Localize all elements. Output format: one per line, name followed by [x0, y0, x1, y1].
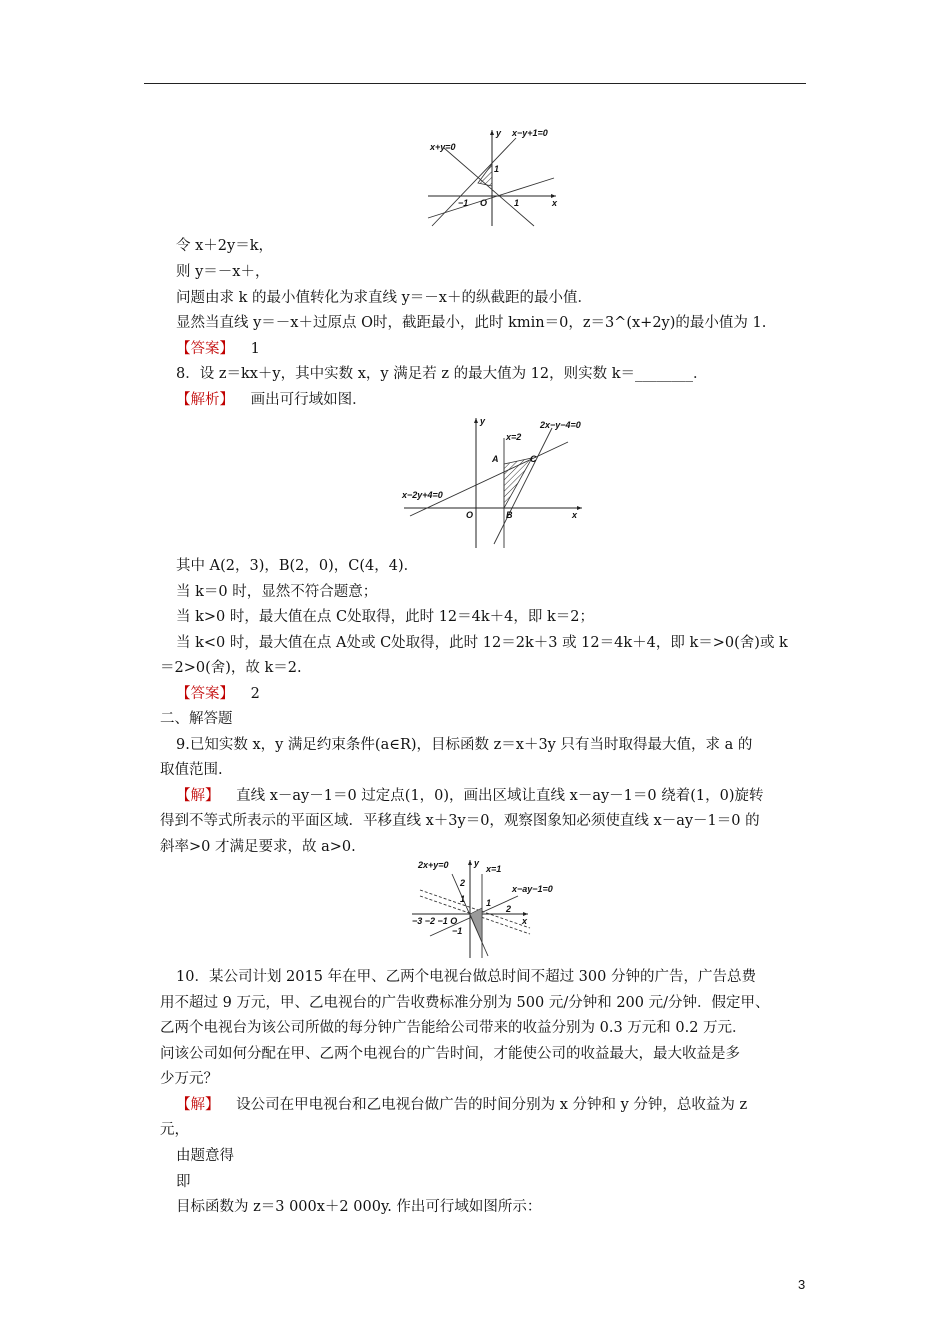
- line-x-plus-y: [444, 148, 534, 226]
- label-l3: x−ay−1=0: [512, 884, 553, 894]
- text-line: 当 k＝0 时，显然不符合题意；: [176, 584, 378, 600]
- analysis-tag: 【解析】: [176, 392, 234, 408]
- label-l3: x−2y+4=0: [402, 490, 443, 500]
- label-C: C: [530, 454, 537, 464]
- label-y-axis: y: [474, 858, 480, 868]
- figure-2-graph: [400, 414, 590, 550]
- solution-9-line: 得到不等式所表示的平面区域．平移直线 x＋3y＝0，观察图象知必须使直线 x－ay－1＝0 的: [160, 813, 760, 829]
- answer-tag: 【答案】: [176, 341, 234, 357]
- text-line: 目标函数为 z＝3 000x＋2 000y. 作出可行域如图所示：: [176, 1199, 542, 1215]
- solution-9-line: [176, 786, 764, 806]
- label-B: B: [506, 510, 513, 520]
- solution-9-line: 斜率>0 才满足要求，故 a>0.: [160, 839, 356, 855]
- section-heading: 二、解答题: [160, 711, 233, 727]
- label-neg-ticks: −3 −2 −1 O: [412, 916, 458, 926]
- solution-text: 设公司在甲电视台和乙电视台做广告的时间分别为 x 分钟和 y 分钟，总收益为 z: [236, 1097, 748, 1113]
- solution-10-line: [176, 1095, 747, 1115]
- question-10-line: 10．某公司计划 2015 年在甲、乙两个电视台做总时间不超过 300 分钟的广告，广告总费: [176, 969, 756, 985]
- label-line1: x+y=0: [430, 142, 456, 152]
- label-tick-1x: 1: [486, 898, 492, 908]
- text-line: 显然当直线 y＝－x＋过原点 O时，截距最小，此时 kmin＝0，z＝3^(x+2y)的最小值为 1.: [176, 315, 767, 331]
- header-rule: [144, 83, 806, 84]
- label-l2: x=2: [506, 432, 522, 442]
- analysis-8: [176, 390, 367, 410]
- label-l2: x=1: [486, 864, 502, 874]
- answer-2: [176, 684, 260, 704]
- label-O: O: [466, 510, 474, 520]
- solution-text: 直线 x－ay－1＝0 过定点(1，0)，画出区域让直线 x－ay－1＝0 绕着(1，0)旋转: [236, 788, 764, 804]
- question-9-line: 取值范围.: [160, 762, 223, 778]
- label-line2: x−y+1=0: [512, 128, 548, 138]
- label-tick-1y: 1: [460, 894, 466, 904]
- text-line: ＝2>0(舍)，故 k＝2.: [160, 660, 302, 676]
- analysis-text: 画出可行域如图．: [250, 392, 367, 408]
- feasible-region: [504, 458, 532, 508]
- question-10-line: 用不超过 9 万元，甲、乙电视台的广告收费标准分别为 500 元/分钟和 200 元/分钟．假定甲、: [160, 995, 770, 1011]
- solution-tag: 【解】: [176, 1097, 220, 1113]
- label-x-axis: x: [572, 510, 578, 520]
- label-l1: 2x−y−4=0: [540, 420, 581, 430]
- label-x-axis: x: [552, 198, 558, 208]
- label-tick-neg1: −1: [458, 198, 469, 208]
- figure-3-graph: [408, 856, 574, 960]
- answer-1: [176, 339, 260, 359]
- label-origin: O: [480, 198, 488, 208]
- label-x-axis: x: [522, 916, 528, 926]
- text-line: 则 y＝－x＋，: [176, 264, 270, 280]
- line-2x-y-4: [494, 428, 552, 544]
- answer-value: 1: [250, 341, 260, 357]
- label-tick-1x: 1: [514, 198, 520, 208]
- text-line: 当 k<0 时，最大值在点 A处或 C处取得，此时 12＝2k＋3 或 12＝4k＋4，即 k＝>0(舍)或 k: [176, 635, 788, 651]
- question-8: 8．设 z＝kx＋y，其中实数 x，y 满足若 z 的最大值为 12，则实数 k＝________．: [176, 366, 708, 382]
- label-l1: 2x+y=0: [418, 860, 449, 870]
- text-line: 令 x＋2y＝k，: [176, 238, 273, 254]
- line-x-2y-4: [410, 442, 568, 516]
- solution-tag: 【解】: [176, 788, 220, 804]
- figure-1-graph: [424, 126, 564, 228]
- question-10-line: 乙两个电视台为该公司所做的每分钟广告能给公司带来的收益分别为 0.3 万元和 0.2 万元．: [160, 1020, 747, 1036]
- text-line: 问题由求 k 的最小值转化为求直线 y＝－x＋的纵截距的最小值．: [176, 290, 592, 306]
- text-line: 即: [176, 1174, 191, 1190]
- text-line: 其中 A(2，3)，B(2，0)，C(4，4)．: [176, 558, 419, 574]
- feasible-region: [470, 908, 482, 942]
- label-y-axis: y: [496, 128, 502, 138]
- label-y-axis: y: [480, 416, 486, 426]
- label-tick-1y: 1: [494, 164, 500, 174]
- text-line: 由题意得: [176, 1148, 234, 1164]
- label-tick-2x: 2: [506, 904, 512, 914]
- answer-value: 2: [250, 686, 260, 702]
- question-10-line: 问该公司如何分配在甲、乙两个电视台的广告时间，才能使公司的收益最大，最大收益是多: [160, 1046, 740, 1062]
- label-tick-neg1y: −1: [452, 926, 463, 936]
- answer-tag: 【答案】: [176, 686, 234, 702]
- label-A: A: [492, 454, 499, 464]
- question-9-line: 9.已知实数 x，y 满足约束条件(a∈R)，目标函数 z＝x＋3y 只有当时取得最大值，求 a 的: [176, 737, 753, 753]
- text-line: 当 k>0 时，最大值在点 C处取得，此时 12＝4k＋4，即 k＝2；: [176, 609, 594, 625]
- question-10-line: 少万元？: [160, 1071, 218, 1087]
- solution-10-line: 元，: [160, 1122, 189, 1138]
- page-number: 3: [798, 1277, 806, 1292]
- label-tick-2y: 2: [460, 878, 466, 888]
